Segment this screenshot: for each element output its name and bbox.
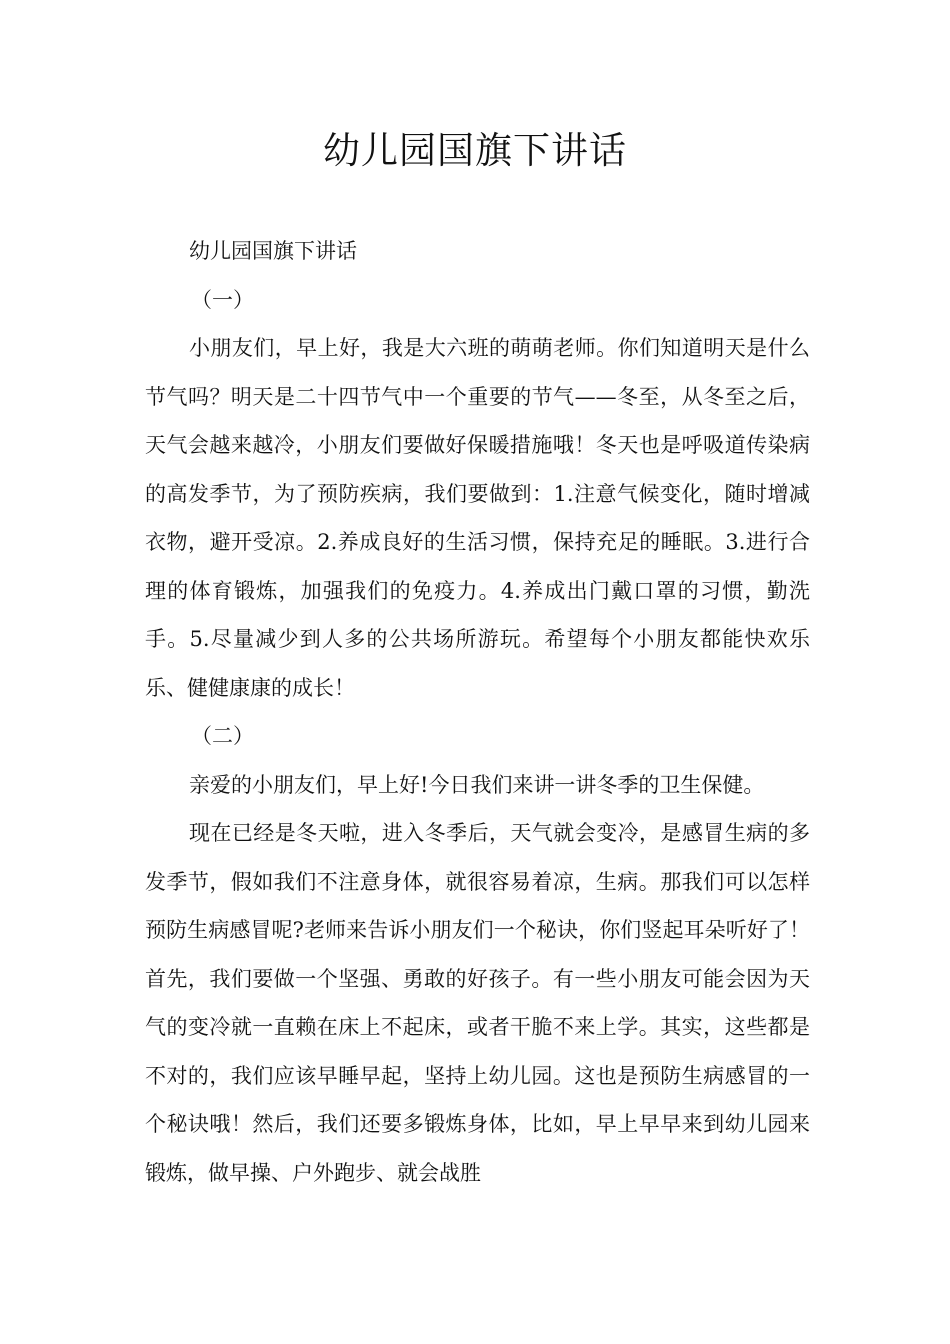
subtitle-paragraph: 幼儿园国旗下讲话 bbox=[189, 239, 357, 263]
document-body bbox=[145, 227, 810, 1197]
section-one-heading: （一） bbox=[191, 287, 254, 312]
document-title: 幼儿园国旗下讲话 bbox=[323, 129, 627, 172]
section-two-body-paragraph: 现在已经是冬天啦，进入冬季后，天气就会变冷，是感冒生病的多发季节，假如我们不注意身体，就很容易着凉，生病。那我们可以怎样预防生病感冒呢?老师来告诉小朋友们一个秘诀，你们竖起耳朵听好了！首先，我们要做一个坚强、勇敢的好孩子。有一些小朋友可能会因为天气的变冷就一直赖在床上不起床，或者干脆不来上学。其实，这些都是不对的，我们应该早睡早起，坚持上幼儿园。这也是预防生病感冒的一个秘诀哦！然后，我们还要多锻炼身体，比如，早上早早来到幼儿园来锻炼，做早操、户外跑步、就会战胜 bbox=[145, 821, 810, 1185]
section-one-paragraph: 小朋友们，早上好，我是大六班的萌萌老师。你们知道明天是什么节气吗？明天是二十四节气中一个重要的节气——冬至，从冬至之后，天气会越来越冷，小朋友们要做好保暖措施哦！冬天也是呼吸道传染病的高发季节，为了预防疾病，我们要做到：1.注意气候变化，随时增减衣物，避开受凉。2.养成良好的生活习惯，保持充足的睡眠。3.进行合理的体育锻炼，加强我们的免疫力。4.养成出门戴口罩的习惯，勤洗手。5.尽量减少到人多的公共场所游玩。希望每个小朋友都能快欢乐乐、健健康康的成长！ bbox=[145, 336, 810, 700]
section-two-greeting-paragraph: 亲爱的小朋友们，早上好!今日我们来讲一讲冬季的卫生保健。 bbox=[189, 772, 765, 797]
section-two-heading: （二） bbox=[191, 724, 254, 748]
